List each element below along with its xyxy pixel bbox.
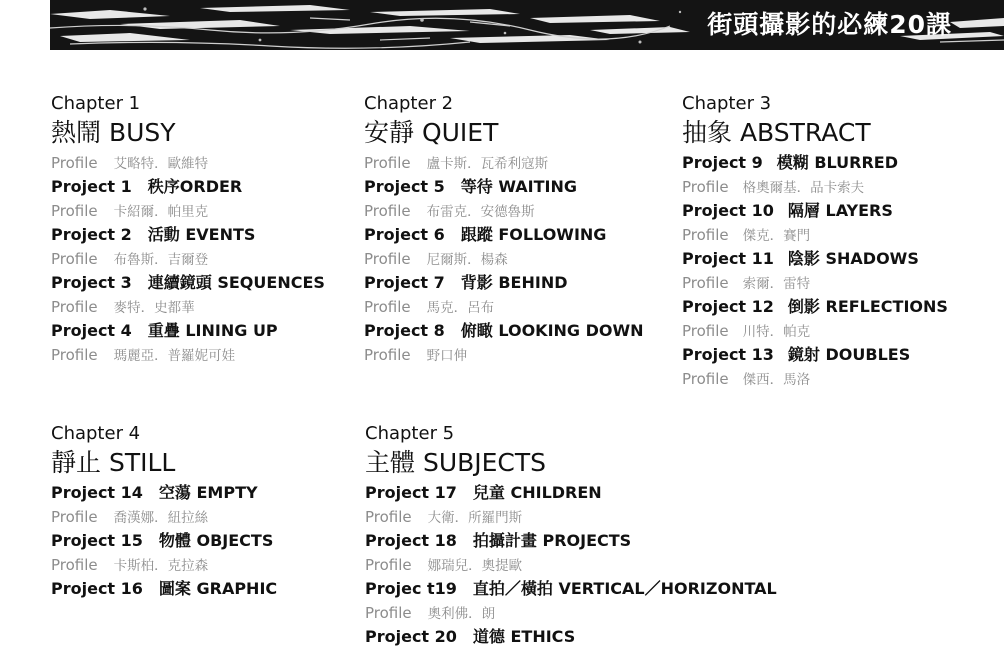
chapter-entries: [51, 481, 277, 601]
project-title: 活動 EVENTS: [147, 225, 256, 244]
project-number: Project 5: [364, 177, 445, 196]
project-entry: [51, 175, 325, 199]
project-entry: [51, 529, 277, 553]
project-title: 倒影 REFLECTIONS: [787, 297, 948, 316]
project-title: 俯瞰 LOOKING DOWN: [460, 321, 644, 340]
chapter-label: Chapter 4: [51, 423, 141, 444]
chapter-5: [365, 424, 777, 649]
chapter-4: [51, 424, 277, 601]
profile-tag: Profile: [682, 274, 729, 292]
profile-tag: Profile: [51, 202, 98, 220]
profile-entry: [364, 295, 644, 319]
profile-entry: [51, 151, 325, 175]
profile-tag: Profile: [51, 250, 98, 268]
chapter-entries: [51, 151, 325, 367]
photographer-name: 大衛．所羅門斯: [427, 510, 523, 526]
photographer-name: 娜瑞兒．奧提歐: [427, 558, 523, 574]
project-number: Project 10: [682, 201, 774, 220]
profile-entry: [51, 343, 325, 367]
chapter-3: [682, 94, 948, 391]
profile-tag: Profile: [51, 298, 98, 316]
chapter-title: 主體 SUBJECTS: [365, 448, 547, 477]
project-title: 連續鏡頭 SEQUENCES: [147, 273, 325, 292]
project-title: 空蕩 EMPTY: [158, 483, 258, 502]
project-entry: [682, 199, 948, 223]
project-number: Project 18: [365, 531, 457, 550]
project-number: Project 6: [364, 225, 445, 244]
profile-entry: [682, 319, 948, 343]
chapter-title: 抽象 ABSTRACT: [682, 118, 871, 147]
chapter-label: Chapter 1: [51, 93, 141, 114]
photographer-name: 布魯斯．吉爾登: [113, 252, 209, 268]
project-title: 等待 WAITING: [460, 177, 578, 196]
photographer-name: 盧卡斯．瓦希利寇斯: [426, 156, 549, 172]
profile-entry: [51, 199, 325, 223]
profile-tag: Profile: [364, 298, 411, 316]
project-number: Project 16: [51, 579, 143, 598]
photographer-name: 馬克．呂布: [426, 300, 495, 316]
project-title: 重疊 LINING UP: [147, 321, 278, 340]
chapter-title: 靜止 STILL: [51, 448, 176, 477]
photographer-name: 傑克．賽門: [742, 228, 811, 244]
profile-tag: Profile: [51, 508, 98, 526]
photographer-name: 尼爾斯．楊森: [426, 252, 508, 268]
project-entry: [51, 223, 325, 247]
project-entry: [51, 319, 325, 343]
profile-tag: Profile: [51, 556, 98, 574]
profile-tag: Profile: [364, 250, 411, 268]
profile-tag: Profile: [365, 604, 412, 622]
profile-entry: [365, 601, 777, 625]
profile-entry: [364, 343, 644, 367]
photographer-name: 索爾．雷特: [742, 276, 811, 292]
project-number: Project 4: [51, 321, 132, 340]
project-number: Project 7: [364, 273, 445, 292]
project-title: 直拍／橫拍 VERTICAL／HORIZONTAL: [472, 579, 777, 598]
project-title: 背影 BEHIND: [460, 273, 568, 292]
project-title: 跟蹤 FOLLOWING: [460, 225, 607, 244]
profile-tag: Profile: [682, 322, 729, 340]
project-entry: [682, 247, 948, 271]
project-entry: [364, 175, 644, 199]
profile-entry: [365, 553, 777, 577]
profile-entry: [364, 151, 644, 175]
project-number: Project 20: [365, 627, 457, 646]
project-entry: [365, 625, 777, 649]
photographer-name: 喬漢娜．紐拉絲: [113, 510, 209, 526]
project-entry: [364, 319, 644, 343]
profile-tag: Profile: [365, 508, 412, 526]
profile-tag: Profile: [51, 346, 98, 364]
project-title: 秩序ORDER: [147, 177, 243, 196]
project-number: Project 1: [51, 177, 132, 196]
profile-entry: [51, 505, 277, 529]
profile-entry: [364, 199, 644, 223]
book-title: 街頭攝影的必練20課: [707, 10, 952, 39]
chapter-entries: [682, 151, 948, 391]
chapter-label: Chapter 2: [364, 93, 454, 114]
chapter-1: [51, 94, 325, 367]
project-entry: [682, 151, 948, 175]
profile-tag: Profile: [682, 370, 729, 388]
photographer-name: 川特．帕克: [742, 324, 811, 340]
project-number: Projec t19: [365, 579, 457, 598]
profile-tag: Profile: [364, 154, 411, 172]
profile-tag: Profile: [364, 346, 411, 364]
project-entry: [365, 481, 777, 505]
profile-entry: [682, 175, 948, 199]
chapter-entries: [365, 481, 777, 649]
chapter-title: 熱鬧 BUSY: [51, 118, 176, 147]
profile-entry: [51, 553, 277, 577]
project-entry: [364, 271, 644, 295]
project-title: 兒童 CHILDREN: [472, 483, 602, 502]
project-number: Project 3: [51, 273, 132, 292]
project-number: Project 13: [682, 345, 774, 364]
photographer-name: 麥特．史都華: [113, 300, 195, 316]
photographer-name: 卡斯柏．克拉森: [113, 558, 209, 574]
project-entry: [51, 481, 277, 505]
photographer-name: 卡紹爾．帕里克: [113, 204, 209, 220]
profile-tag: Profile: [682, 178, 729, 196]
photographer-name: 野口伸: [426, 348, 468, 364]
profile-entry: [682, 367, 948, 391]
project-entry: [51, 577, 277, 601]
project-number: Project 2: [51, 225, 132, 244]
project-number: Project 14: [51, 483, 143, 502]
project-title: 物體 OBJECTS: [158, 531, 274, 550]
project-title: 道德 ETHICS: [472, 627, 576, 646]
photographer-name: 奧利佛．朗: [427, 606, 496, 622]
photographer-name: 艾略特．歐維特: [113, 156, 209, 172]
profile-entry: [682, 271, 948, 295]
project-number: Project 9: [682, 153, 763, 172]
project-title: 模糊 BLURRED: [776, 153, 899, 172]
project-entry: [364, 223, 644, 247]
chapter-title: 安靜 QUIET: [364, 118, 499, 147]
title-banner: [50, 0, 1004, 50]
project-entry: [682, 343, 948, 367]
photographer-name: 布雷克．安德魯斯: [426, 204, 535, 220]
project-number: Project 12: [682, 297, 774, 316]
photographer-name: 瑪麗亞．普羅妮可娃: [113, 348, 236, 364]
chapter-entries: [364, 151, 644, 367]
project-title: 鏡射 DOUBLES: [787, 345, 911, 364]
chapter-2: [364, 94, 644, 367]
project-entry: [365, 529, 777, 553]
project-number: Project 8: [364, 321, 445, 340]
project-number: Project 11: [682, 249, 774, 268]
profile-entry: [51, 295, 325, 319]
profile-entry: [682, 223, 948, 247]
profile-tag: Profile: [51, 154, 98, 172]
profile-entry: [365, 505, 777, 529]
project-title: 陰影 SHADOWS: [787, 249, 919, 268]
project-title: 隔層 LAYERS: [787, 201, 893, 220]
project-entry: [682, 295, 948, 319]
project-number: Project 15: [51, 531, 143, 550]
profile-entry: [364, 247, 644, 271]
project-title: 拍攝計畫 PROJECTS: [472, 531, 632, 550]
project-title: 圖案 GRAPHIC: [158, 579, 278, 598]
project-number: Project 17: [365, 483, 457, 502]
profile-entry: [51, 247, 325, 271]
project-entry: [51, 271, 325, 295]
profile-tag: Profile: [682, 226, 729, 244]
photographer-name: 傑西．馬洛: [742, 372, 811, 388]
chapter-label: Chapter 3: [682, 93, 772, 114]
photographer-name: 格奧爾基．品卡索夫: [742, 180, 865, 196]
project-entry: [365, 577, 777, 601]
profile-tag: Profile: [364, 202, 411, 220]
chapter-label: Chapter 5: [365, 423, 455, 444]
profile-tag: Profile: [365, 556, 412, 574]
